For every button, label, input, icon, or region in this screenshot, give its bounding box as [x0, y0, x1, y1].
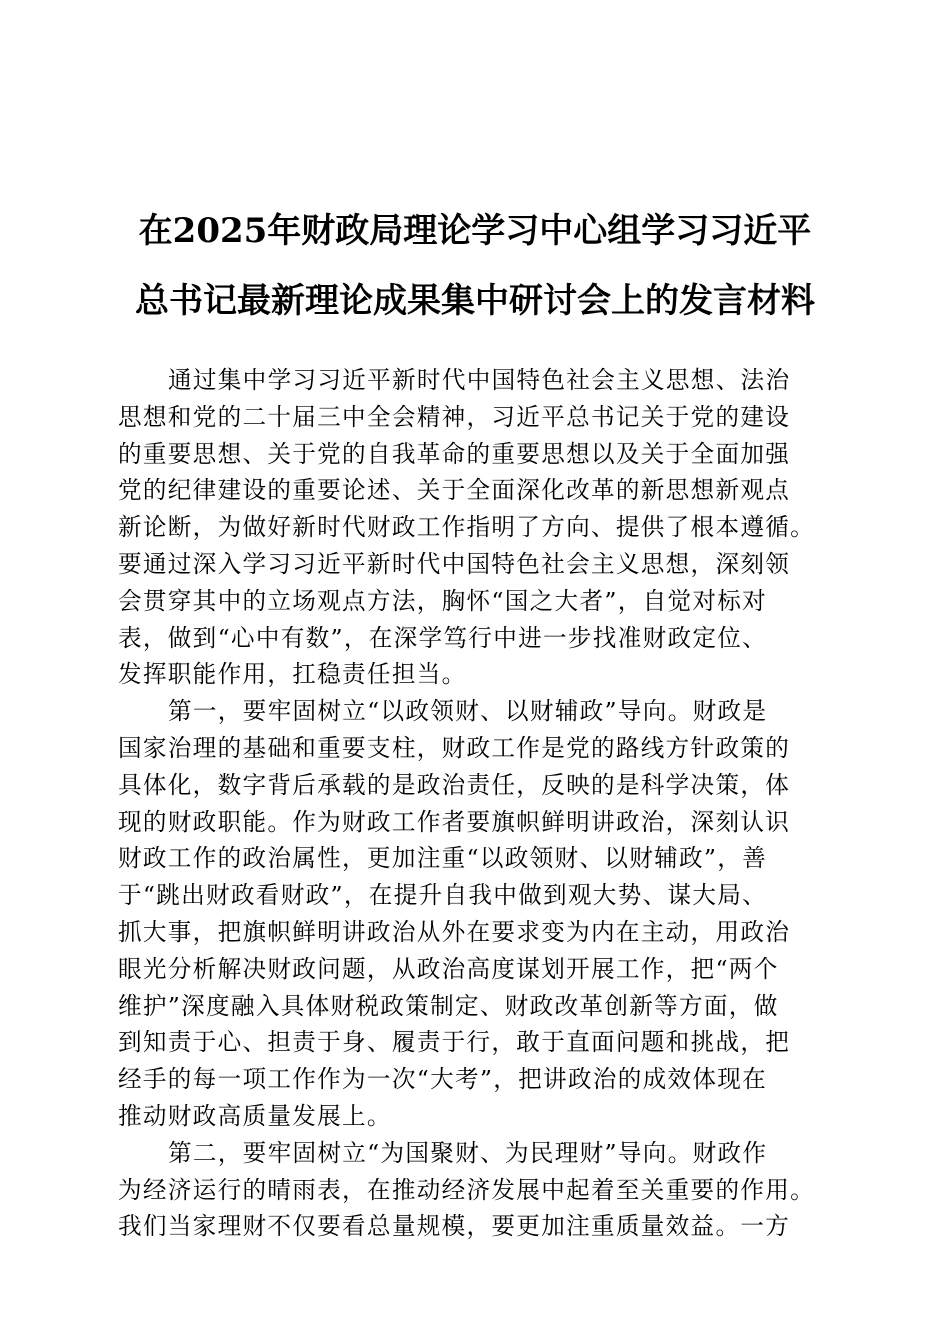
paragraph-line: 通过集中学习习近平新时代中国特色社会主义思想、法治 [168, 366, 791, 394]
paragraph-line: 财政工作的政治属性，更加注重“以政领财、以财辅政”，善 [118, 844, 768, 873]
paragraph-line: 抓大事，把旗帜鲜明讲政治从外在要求变为内在主动，用政治 [118, 917, 791, 946]
paragraph-line: 国家治理的基础和重要支柱，财政工作是党的路线方针政策的 [118, 733, 791, 762]
paragraph-line: 眼光分析解决财政问题，从政治高度谋划开展工作，把“两个 [118, 954, 779, 983]
paragraph-first-point [118, 693, 828, 1135]
paragraph-line: 现的财政职能。作为财政工作者要旗帜鲜明讲政治，深刻认识 [118, 807, 791, 836]
paragraph-line: 要通过深入学习习近平新时代中国特色社会主义思想，深刻领 [118, 549, 791, 578]
document-body [118, 362, 828, 1245]
paragraph-line: 思想和党的二十届三中全会精神，习近平总书记关于党的建设 [118, 402, 791, 431]
paragraph-line: 维护”深度融入具体财税政策制定、财政改革创新等方面，做 [118, 991, 779, 1020]
document-title [90, 196, 860, 336]
paragraph-line: 为经济运行的晴雨表，在推动经济发展中起着至关重要的作用。 [118, 1175, 816, 1204]
paragraph-line: 于“跳出财政看财政”，在提升自我中做到观大势、谋大局、 [118, 881, 768, 910]
paragraph-line: 第一，要牢固树立“以政领财、以财辅政”导向。财政是 [168, 697, 768, 726]
paragraph-line: 具体化，数字背后承载的是政治责任，反映的是科学决策，体 [118, 770, 791, 799]
paragraph-line: 党的纪律建设的重要论述、关于全面深化改革的新思想新观点 [118, 476, 791, 505]
paragraph-line: 经手的每一项工作作为一次“大考”，把讲政治的成效体现在 [118, 1065, 768, 1094]
paragraph-line: 的重要思想、关于党的自我革命的重要思想以及关于全面加强 [118, 439, 791, 468]
paragraph-line: 到知责于心、担责于身、履责于行，敢于直面问题和挑战，把 [118, 1028, 791, 1057]
paragraph-line: 第二，要牢固树立“为国聚财、为民理财”导向。财政作 [168, 1138, 768, 1167]
title-line-2: 总书记最新理论成果集中研讨会上的发言材料 [135, 281, 815, 321]
paragraph-line: 我们当家理财不仅要看总量规模，要更加注重质量效益。一方 [118, 1212, 791, 1241]
paragraph-line: 发挥职能作用，扛稳责任担当。 [118, 660, 467, 689]
paragraph-line: 会贯穿其中的立场观点方法，胸怀“国之大者”，自觉对标对 [118, 586, 768, 615]
paragraph-line: 新论断，为做好新时代财政工作指明了方向、提供了根本遵循。 [118, 513, 816, 542]
paragraph-second-point [118, 1135, 828, 1245]
title-line-1: 在2025年财政局理论学习中心组学习习近平 [138, 211, 812, 251]
paragraph-intro [118, 362, 828, 693]
paragraph-line: 推动财政高质量发展上。 [118, 1101, 392, 1130]
paragraph-line: 表，做到“心中有数”，在深学笃行中进一步找准财政定位、 [118, 623, 768, 652]
